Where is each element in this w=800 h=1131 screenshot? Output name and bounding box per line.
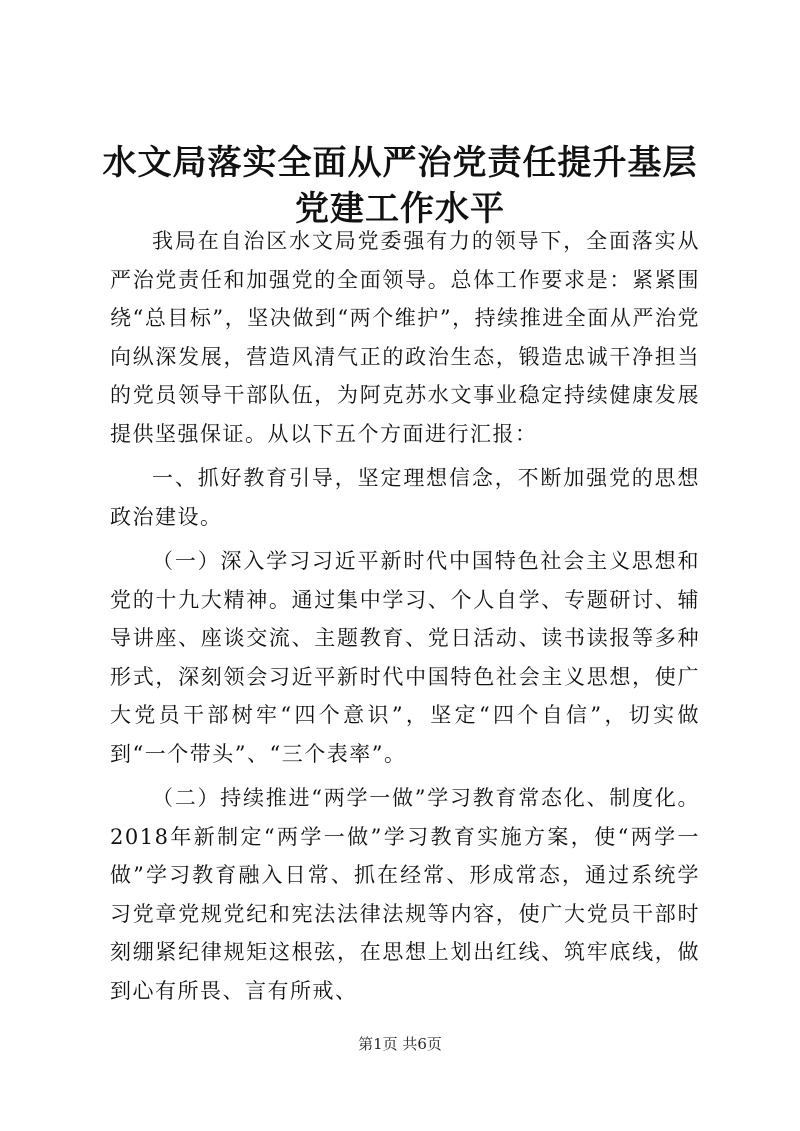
paragraph-intro: 我局在自治区水文局党委强有力的领导下，全面落实从严治党责任和加强党的全面领导。总体工作要求是：紧紧围绕“总目标”，坚决做到“两个维护”，持续推进全面从严治党向纵深发展，营造风清气正的政治生态，锻造忠诚干净担当的党员领导干部队伍，为阿克苏水文事业稳定持续健康发展提供坚强保证。从以下五个方面进行汇报：	[110, 229, 700, 446]
page-footer: 第1页 共6页	[358, 1035, 442, 1053]
paragraph-subsection-1: （一）深入学习习近平新时代中国特色社会主义思想和党的十九大精神。通过集中学习、个人自学、专题研讨、辅导讲座、座谈交流、主题教育、党日活动、读书读报等多种形式，深刻领会习近平新时代中国特色社会主义思想，使广大党员干部树牢“四个意识”，坚定“四个自信”，切实做到“一个带头”、“三个表率”。	[110, 549, 700, 766]
document-title: 水文局落实全面从严治党责任提升基层党建工作水平	[102, 143, 698, 229]
paragraph-section-1-heading: 一、抓好教育引导，坚定理想信念，不断加强党的思想政治建设。	[110, 466, 700, 529]
document-body	[110, 222, 700, 1016]
paragraph-subsection-2: （二）持续推进“两学一做”学习教育常态化、制度化。2018年新制定“两学一做”学习教育实施方案，使“两学一做”学习教育融入日常、抓在经常、形成常态，通过系统学习党章党规党纪和宪法法律法规等内容，使广大党员干部时刻绷紧纪律规矩这根弦，在思想上划出红线、筑牢底线，做到心有所畏、言有所戒、	[110, 786, 700, 1003]
